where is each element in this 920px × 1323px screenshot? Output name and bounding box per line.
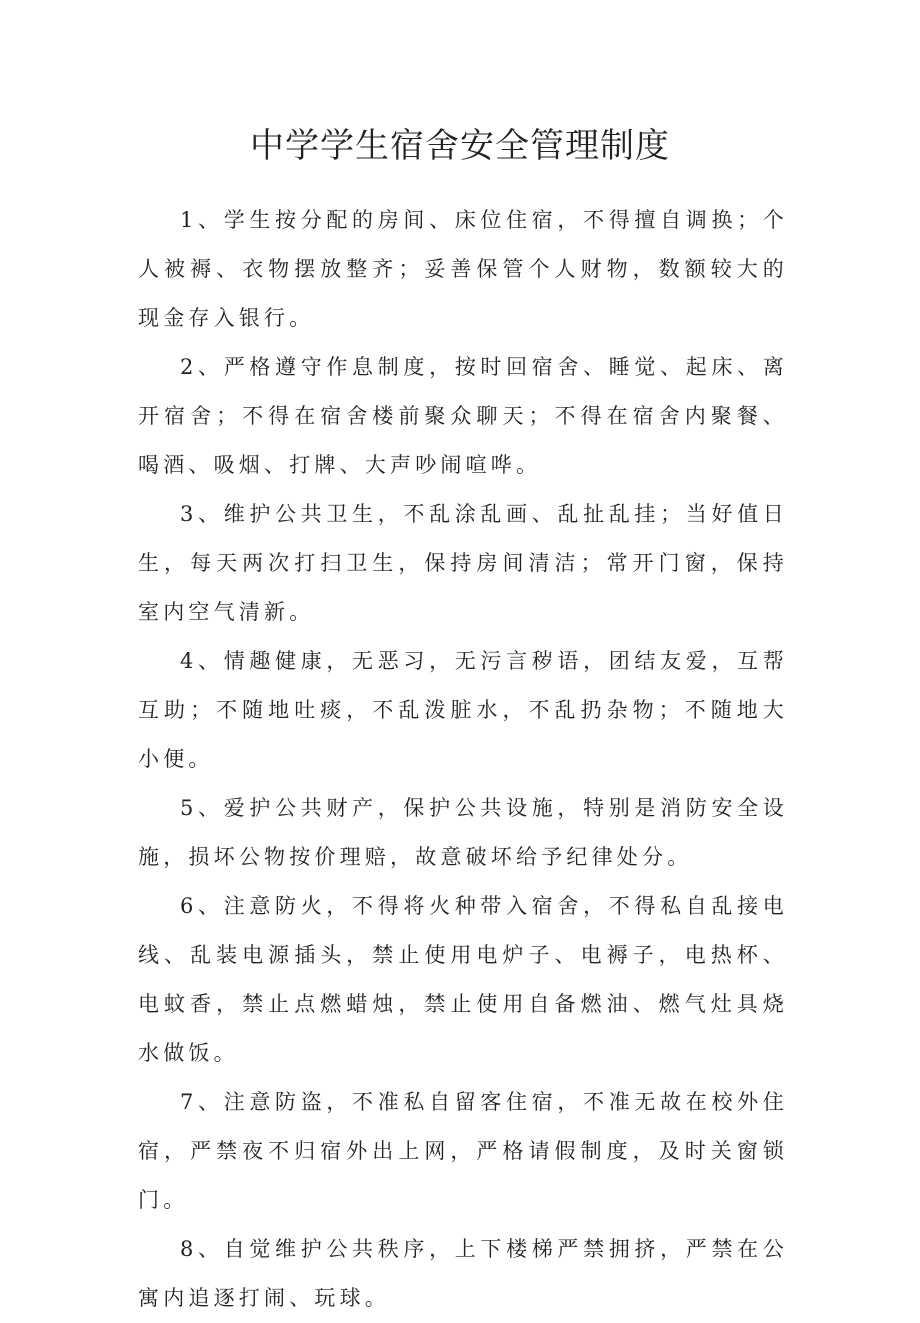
rule-paragraph-7: 7、注意防盗，不准私自留客住宿，不准无故在校外住宿，严禁夜不归宿外出上网，严格请假制度，及时关窗锁门。 [138,1090,788,1212]
rule-paragraph-6: 6、注意防火，不得将火种带入宿舍，不得私自乱接电线、乱装电源插头，禁止使用电炉子、电褥子，电热杯、电蚊香，禁止点燃蜡烛，禁止使用自备燃油、燃气灶具烧水做饭。 [138,894,788,1065]
rule-paragraph-5: 5、爱护公共财产，保护公共设施，特别是消防安全设施，损坏公物按价理赔，故意破坏给予纪律处分。 [138,796,788,869]
document-title: 中学学生宿舍安全管理制度 [250,126,670,166]
rule-paragraph-4: 4、情趣健康，无恶习，无污言秽语，团结友爱，互帮互助；不随地吐痰，不乱泼脏水，不乱扔杂物；不随地大小便。 [138,649,788,771]
rule-paragraph-8: 8、自觉维护公共秩序，上下楼梯严禁拥挤，严禁在公寓内追逐打闹、玩球。 [138,1237,788,1310]
rule-paragraph-1: 1、学生按分配的房间、床位住宿，不得擅自调换；个人被褥、衣物摆放整齐；妥善保管个人财物，数额较大的现金存入银行。 [138,208,788,330]
rule-paragraph-3: 3、维护公共卫生，不乱涂乱画、乱扯乱挂；当好值日生，每天两次打扫卫生，保持房间清洁；常开门窗，保持室内空气清新。 [138,502,788,624]
rule-paragraph-2: 2、严格遵守作息制度，按时回宿舍、睡觉、起床、离开宿舍；不得在宿舍楼前聚众聊天；不得在宿舍内聚餐、喝酒、吸烟、打牌、大声吵闹喧哗。 [138,355,788,477]
document-body [138,196,788,1323]
